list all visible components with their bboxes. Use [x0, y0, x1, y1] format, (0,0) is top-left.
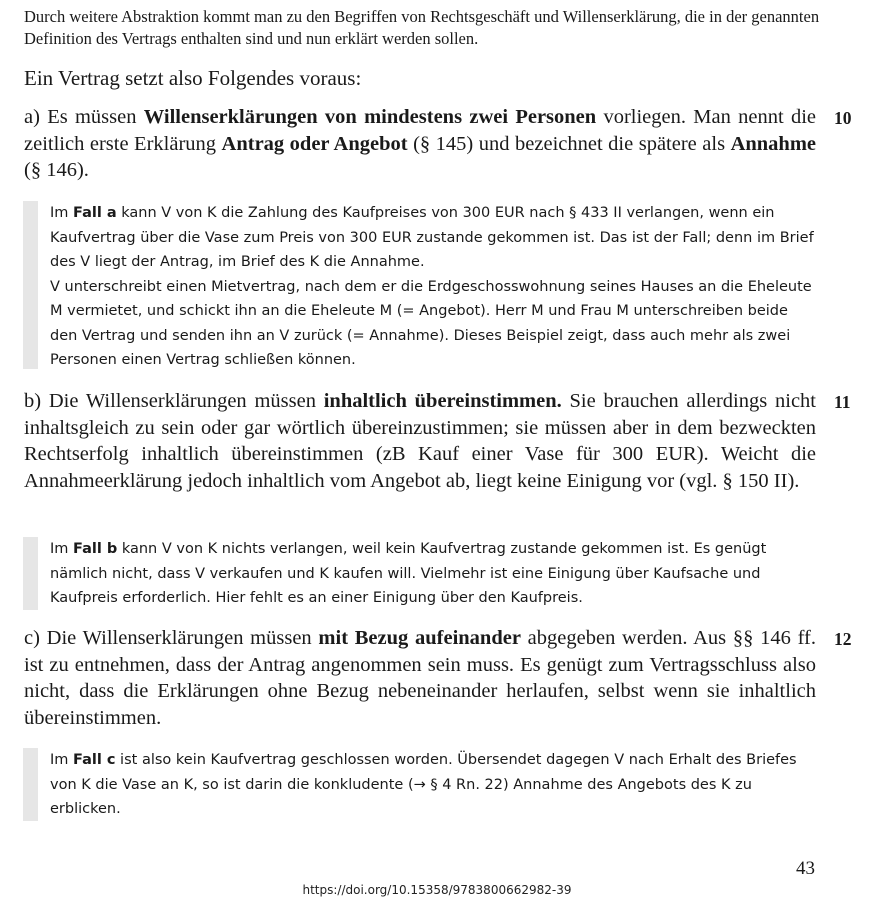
example-box-b [23, 537, 816, 610]
box-c-case-label: Fall c [73, 752, 116, 768]
intro-paragraph: Durch weitere Abstraktion kommt man zu den Begriffen von Rechtsgeschäft und Willenserklärung, die in der genannten Definition des Vertrags enthalten sind und nun erklärt werden sollen. [24, 7, 820, 48]
box-a-paragraph-2: V unterschreibt einen Mietvertrag, nach dem er die Erdgeschosswohnung seines Hauses an die Eheleute M vermietet, und schickt ihn an die Eheleute M (= Angebot). Herr M und Frau M unterschreiben beide den Vertrag und senden ihn an V zurück (= Annahme). Dieses Beispiel zeigt, dass auch mehr als zwei Personen einen Vertrag schließen können. [50, 278, 812, 368]
section-b-text-2: Sie brauchen allerdings nicht inhaltsgleich zu sein oder gar wörtlich übereinzustimmen; sie müssen aber in dem bezweckten Rechtserfolg inhaltlich übereinstimmen (zB Kauf einer Vase für 300 EUR). Weicht die Annahmeerklärung jedoch inhaltlich vom Angebot ab, liegt keine Einigung vor (vgl. § 150 II). [24, 390, 816, 492]
box-b-text-1: Im [50, 541, 74, 557]
section-c-text-2: abgegeben werden. Aus §§ 146 ff. ist zu entnehmen, dass der Antrag angenommen sein muss. Es genügt zum Vertragsschluss also nicht, dass die Erklärungen ohne Bezug nebeneinander herlaufen, selbst wenn sie inhaltlich übereinstimmen. [24, 627, 816, 729]
example-box-c [23, 748, 816, 821]
box-c-text-1: Im [50, 752, 74, 768]
box-c-text-2: ist also kein Kaufvertrag geschlossen worden. Übersendet dagegen V nach Erhalt des Briefes von K die Vase an K, so ist darin die konkludente (→ § 4 Rn. 22) Annahme des Angebots des K zu erblicken. [50, 752, 797, 817]
section-c-bold-1: mit Bezug aufeinander [318, 627, 521, 649]
section-a-text-3: (§ 145) und bezeichnet die spätere als [407, 132, 731, 155]
margin-number-10: 10 [834, 108, 852, 128]
section-b-paragraph [24, 388, 816, 494]
box-a-case-label: Fall a [73, 205, 117, 221]
example-box-a [23, 201, 816, 369]
section-c-text-1: c) Die Willenserklärungen müssen [24, 627, 319, 649]
box-a-text-2: kann V von K die Zahlung des Kaufpreises von 300 EUR nach § 433 II verlangen, wenn ein Kaufvertrag über die Vase zum Preis von 300 EUR zustande gekommen ist. Das ist der Fall; denn im Brief des V liegt der Antrag, im Brief des K die Annahme. [50, 205, 814, 270]
box-a-text-1: Im [50, 205, 74, 221]
section-a-bold-1: Willenserklärungen von mindestens zwei Personen [143, 106, 597, 128]
section-a-text-2: vorliegen. Man nennt die zeitlich erste Erklärung [24, 106, 816, 155]
box-b-text-2: kann V von K nichts verlangen, weil kein Kaufvertrag zustande gekommen ist. Es genügt nämlich nicht, dass V verkaufen und K kaufen will. Vielmehr ist eine Einigung über Kaufsache und Kaufpreis erforderlich. Hier fehlt es an einer Einigung über den Kaufpreis. [50, 541, 767, 606]
margin-number-11: 11 [834, 392, 851, 412]
section-c-paragraph [24, 625, 816, 731]
margin-number-12: 12 [834, 629, 852, 649]
section-a-paragraph [24, 104, 816, 184]
section-a-bold-2: Antrag oder Angebot [221, 132, 408, 155]
box-b-case-label: Fall b [73, 541, 118, 557]
lead-sentence: Ein Vertrag setzt also Folgendes voraus: [24, 66, 362, 90]
page-number: 43 [796, 858, 815, 879]
section-b-text-1: b) Die Willenserklärungen müssen [24, 390, 324, 412]
box-a-paragraph-1 [50, 201, 816, 275]
section-a-bold-3: Annahme [730, 132, 817, 155]
section-b-bold-1: inhaltlich übereinstimmen. [323, 390, 562, 412]
section-a-text-4: (§ 146). [24, 159, 89, 181]
section-a-text-1: a) Es müssen [24, 106, 144, 128]
doi-link[interactable]: https://doi.org/10.15358/9783800662982-39 [302, 883, 572, 897]
